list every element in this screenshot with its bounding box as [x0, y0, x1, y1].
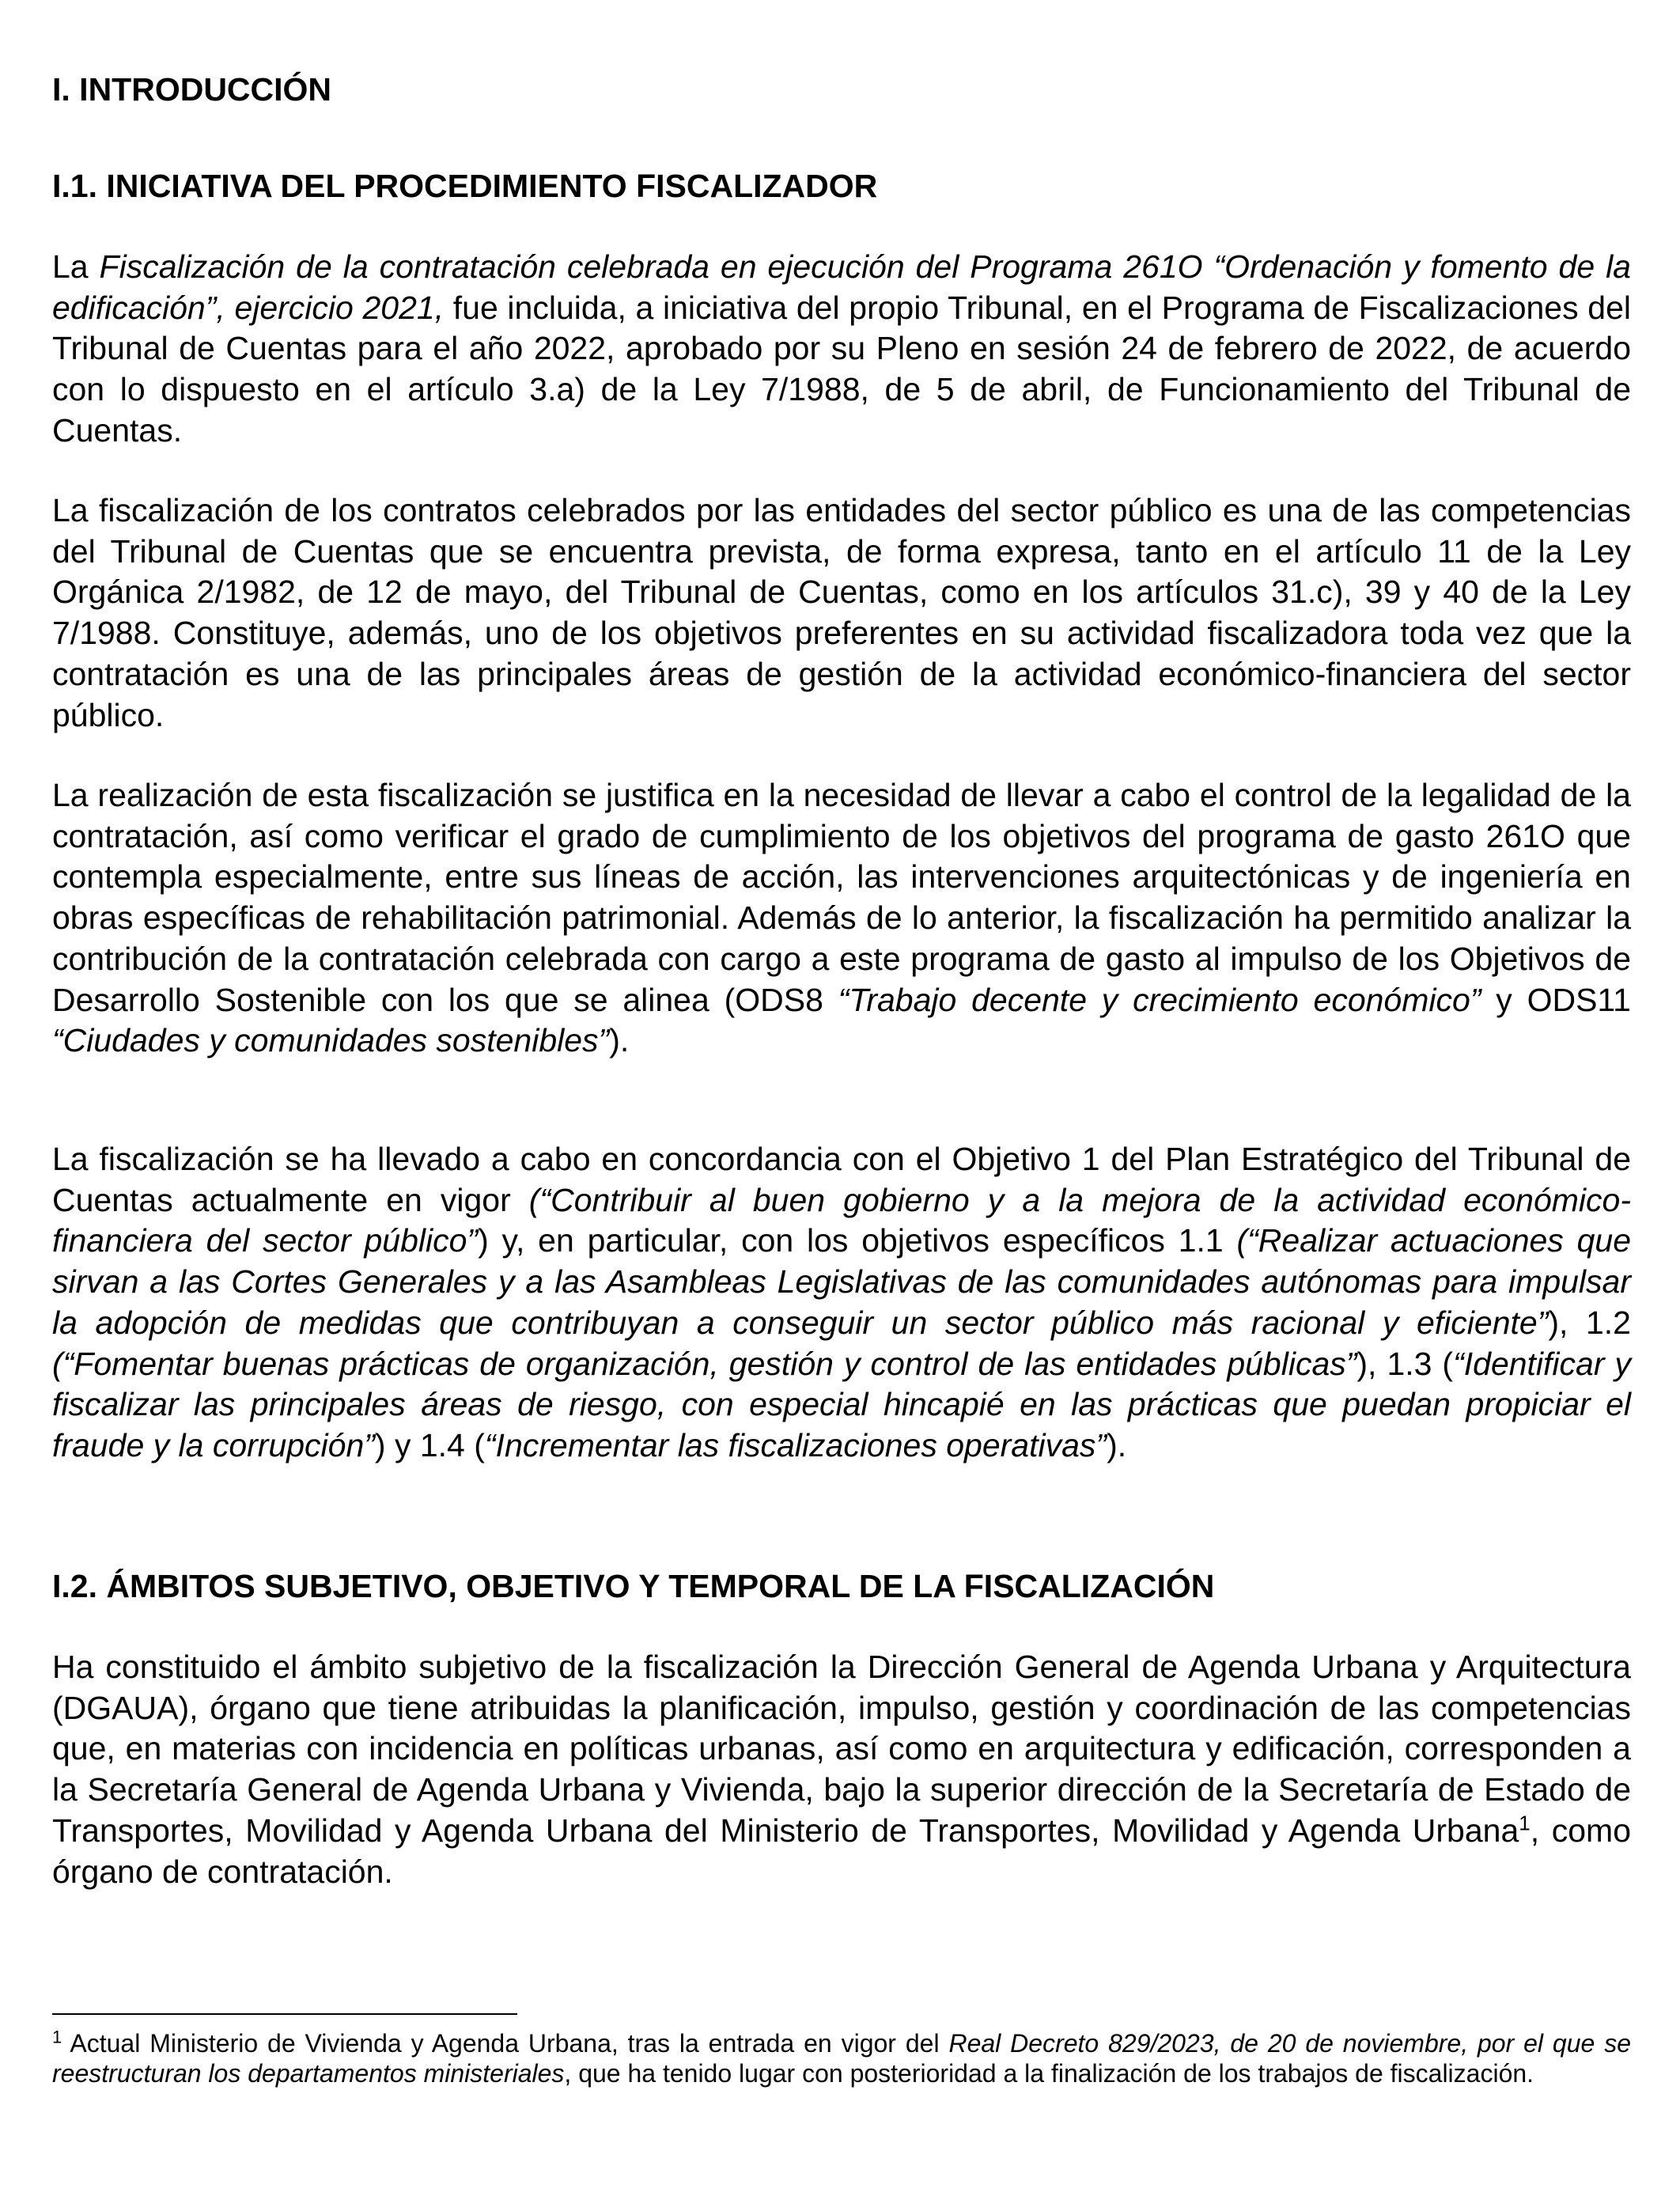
- paragraph-justificacion: La realización de esta fiscalización se justifica en la necesidad de llevar a cabo el control de la legalidad de la contratación, así como verificar el grado de cumplimiento de los objetivos del programa de gasto 261O que contempla especialmente, entre sus líneas de acción, las intervenciones arquitectónicas y de ingeniería en obras específicas de rehabilitación patrimonial. Además de lo anterior, la fiscalización ha permitido analizar la contribución de la contratación celebrada con cargo a este programa de gasto al impulso de los Objetivos de Desarrollo Sostenible con los que se alinea (ODS8 “Trabajo decente y crecimiento económico” y ODS11 “Ciudades y comunidades sostenibles”).: [52, 777, 1631, 1059]
- paragraph-competencias: La fiscalización de los contratos celebrados por las entidades del sector público es una de las competencias del Tribunal de Cuentas que se encuentra prevista, de forma expresa, tanto en el artículo 11 de la Ley Orgánica 2/1982, de 12 de mayo, del Tribunal de Cuentas, como en los artículos 31.c), 39 y 40 de la Ley 7/1988. Constituye, además, uno de los objetivos preferentes en su actividad fiscalizadora toda vez que la contratación es una de las principales áreas de gestión de la actividad económico-financiera del sector público.: [52, 492, 1631, 733]
- section-heading-i1: I.1. INICIATIVA DEL PROCEDIMIENTO FISCALIZADOR: [52, 168, 878, 204]
- section-heading-i2: I.2. ÁMBITOS SUBJETIVO, OBJETIVO Y TEMPORAL DE LA FISCALIZACIÓN: [52, 1568, 1215, 1604]
- footnote: $^1$ Actual Ministerio de Vivienda y Agenda Urbana, tras la entrada en vigor del Real Decreto 829/2023, de 20 de noviembre, por el que se reestructuran los departamentos ministeriales, que ha tenido lugar con posterioridad a la finalización de los trabajos de fiscalización.: [52, 2027, 1632, 2088]
- footnote-ref[interactable]: 1: [1519, 1811, 1531, 1835]
- paragraph-iniciativa: La Fiscalización de la contratación celebrada en ejecución del Programa 261O “Ordenación y fomento de la edificación”, ejercicio 2021, fue incluida, a iniciativa del propio Tribunal, en el Programa de Fiscalizaciones del Tribunal de Cuentas para el año 2022, aprobado por su Pleno en sesión 24 de febrero de 2022, de acuerdo con lo dispuesto en el artículo 3.a) de la Ley 7/1988, de 5 de abril, de Funcionamiento del Tribunal de Cuentas.: [52, 248, 1631, 449]
- paragraph-ambito-subjetivo: Ha constituido el ámbito subjetivo de la fiscalización la Dirección General de Agenda Urbana y Arquitectura (DGAUA), órgano que tiene atribuidas la planificación, impulso, gestión y coordinación de las competencias que, en materias con incidencia en políticas urbanas, así como en arquitectura y edificación, corresponden a la Secretaría General de Agenda Urbana y Vivienda, bajo la superior dirección de la Secretaría de Estado de Transportes, Movilidad y Agenda Urbana del Ministerio de Transportes, Movilidad y Agenda Urbana$^1$, como órgano de contratación.: [52, 1649, 1631, 1890]
- page-title: I. INTRODUCCIÓN: [52, 71, 332, 108]
- paragraph-objetivos: La fiscalización se ha llevado a cabo en concordancia con el Objetivo 1 del Plan Estratégico del Tribunal de Cuentas actualmente en vigor (“Contribuir al buen gobierno y a la mejora de la actividad económico-financiera del sector público”) y, en particular, con los objetivos específicos 1.1 (“Realizar actuaciones que sirvan a las Cortes Generales y a las Asambleas Legislativas de las comunidades autónomas para impulsar la adopción de medidas que contribuyan a conseguir un sector público más racional y eficiente”), 1.2 (“Fomentar buenas prácticas de organización, gestión y control de las entidades públicas”), 1.3 (“Identificar y fiscalizar las principales áreas de riesgo, con especial hincapié en las prácticas que puedan propiciar el fraude y la corrupción”) y 1.4 (“Incrementar las fiscalizaciones operativas”).: [52, 1141, 1631, 1463]
- footnote-number: 1: [52, 2027, 62, 2047]
- footnote-divider: [52, 2013, 517, 2015]
